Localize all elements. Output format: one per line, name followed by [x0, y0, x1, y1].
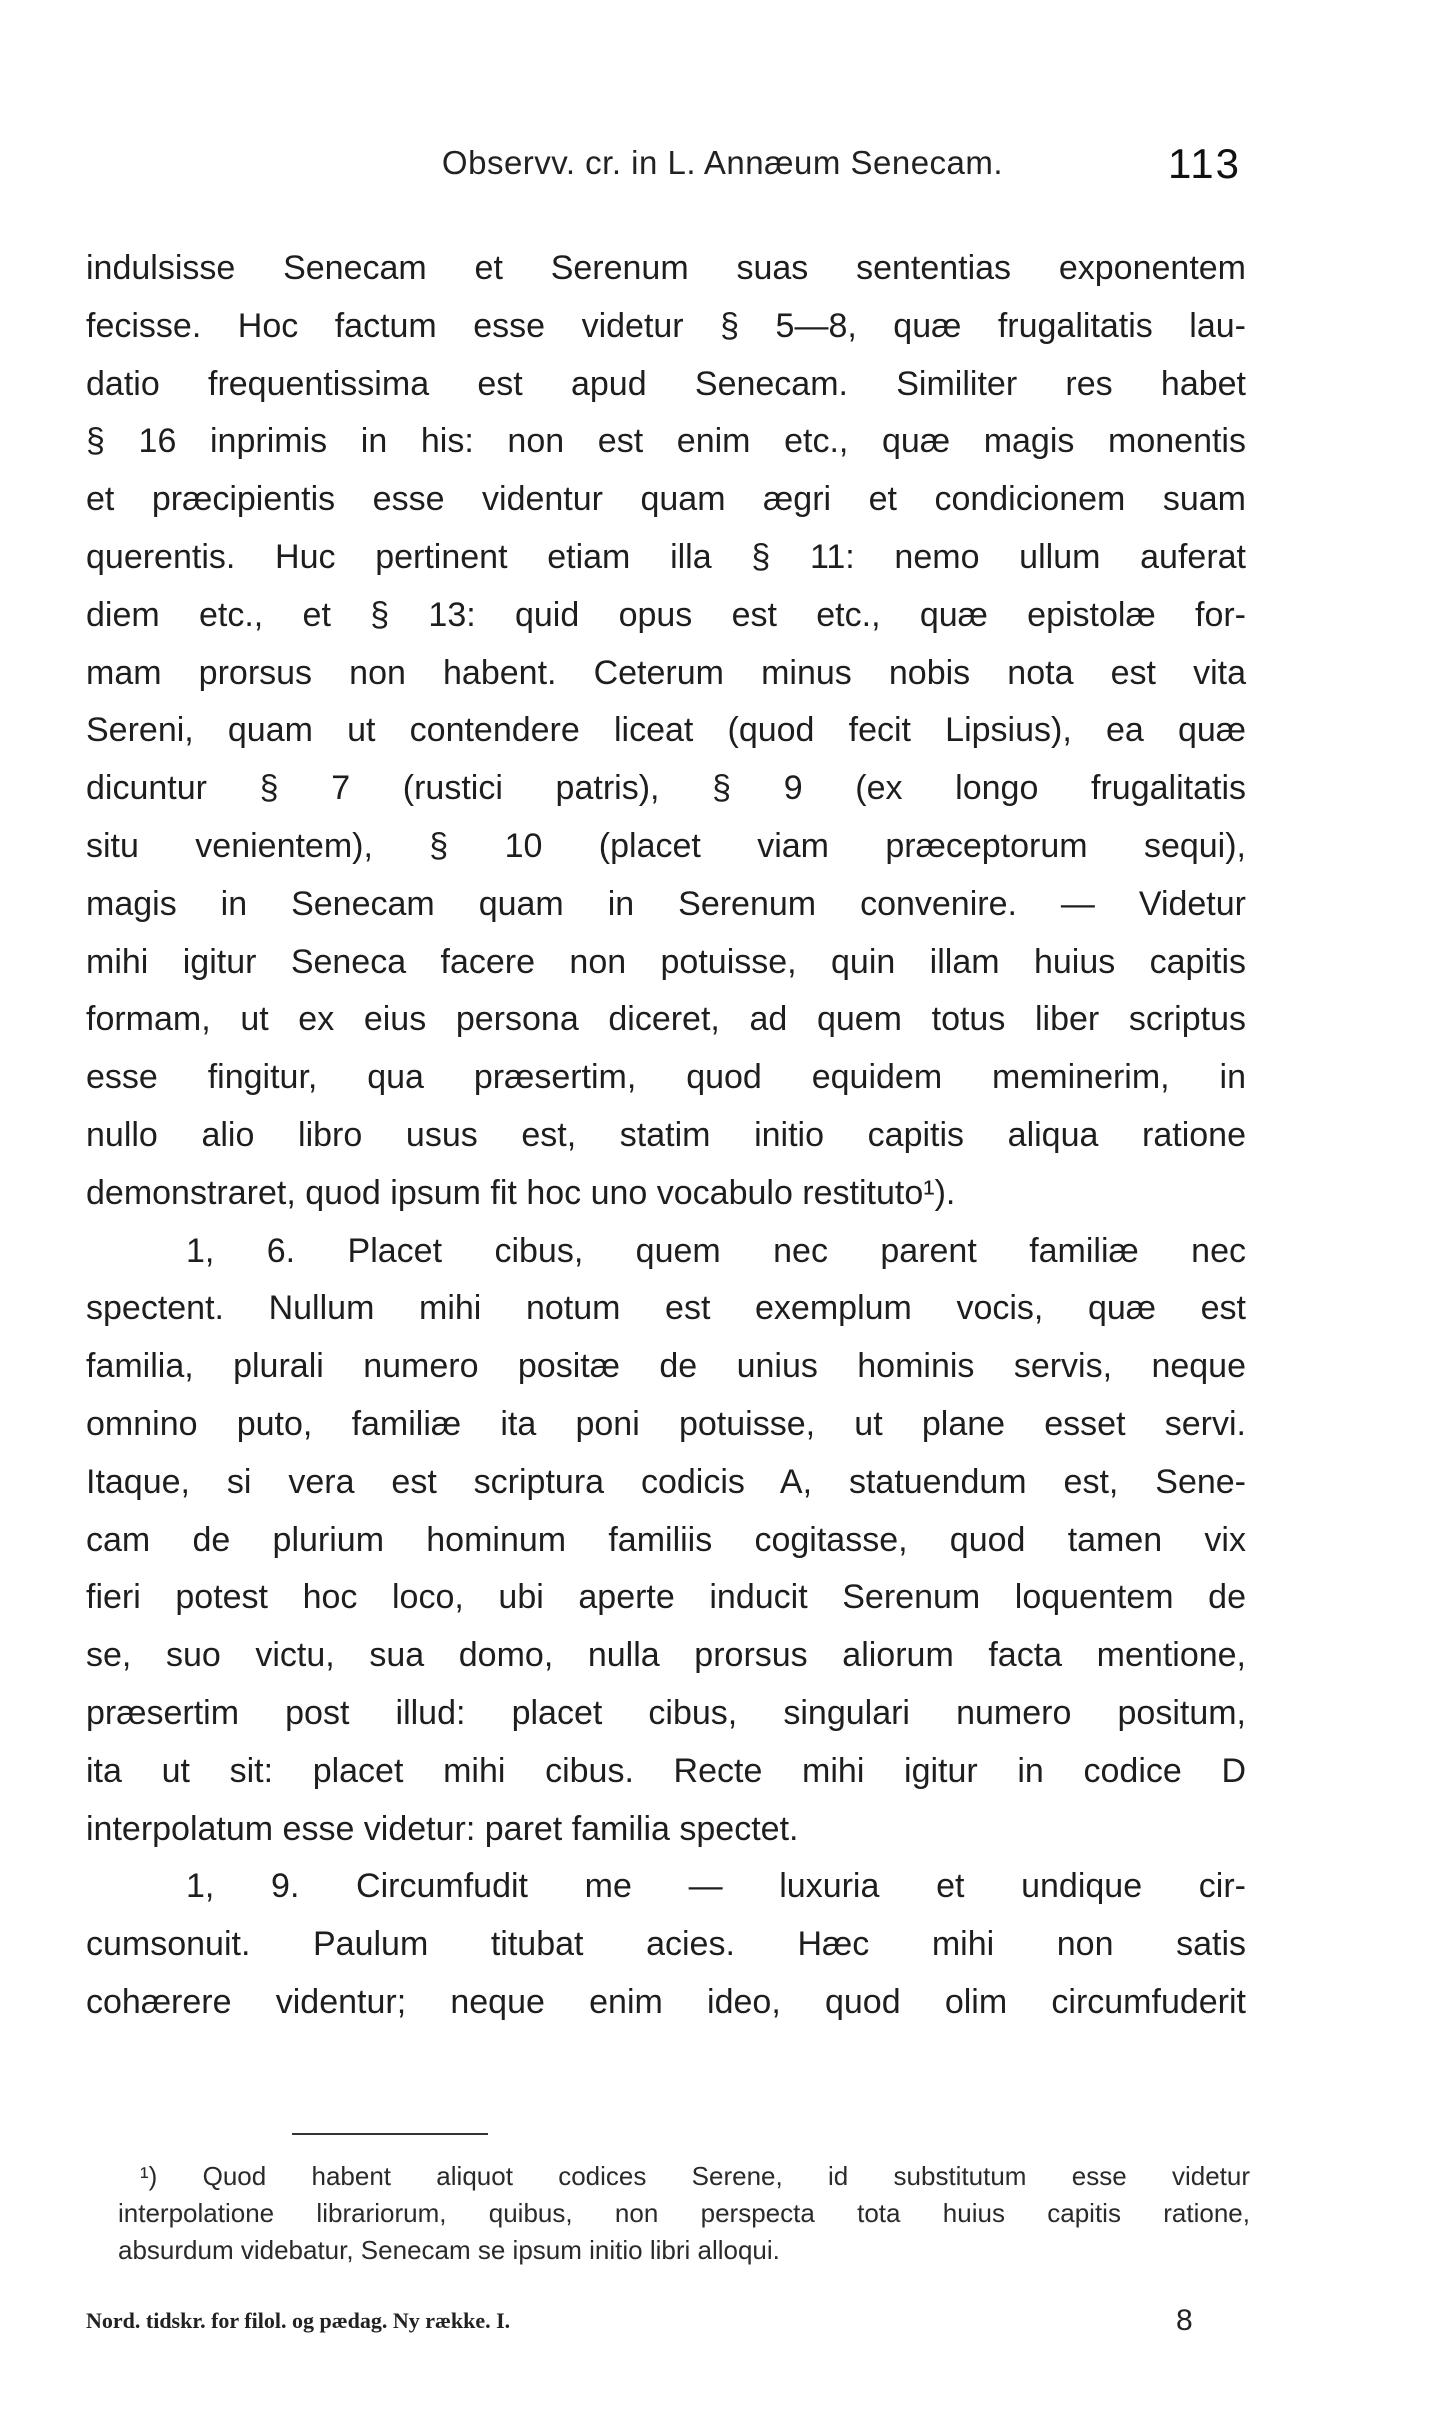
text-line: 1, 9. Circumfudit me — luxuria et undique cir-	[186, 1867, 1246, 1906]
text-line: fieri potest hoc loco, ubi aperte inducit Serenum loquentem de	[86, 1578, 1246, 1617]
text-line: se, suo victu, sua domo, nulla prorsus aliorum facta mentione,	[86, 1636, 1246, 1675]
text-line: interpolatum esse videtur: paret familia spectet.	[86, 1809, 799, 1848]
text-line: formam, ut ex eius persona diceret, ad quem totus liber scriptus	[86, 1000, 1246, 1039]
text-line: esse fingitur, qua præsertim, quod equidem meminerim, in	[86, 1058, 1246, 1097]
signature-line: Nord. tidskr. for filol. og pædag. Ny række. I.	[86, 2308, 511, 2333]
page-header	[0, 140, 1445, 190]
text-line: cam de plurium hominum familiis cogitasse, quod tamen vix	[86, 1520, 1246, 1559]
text-line: spectent. Nullum mihi notum est exemplum vocis, quæ est	[86, 1289, 1246, 1328]
text-line: Itaque, si vera est scriptura codicis A, statuendum est, Sene-	[86, 1462, 1246, 1501]
text-line: nullo alio libro usus est, statim initio capitis aliqua ratione	[86, 1115, 1246, 1154]
text-line: querentis. Huc pertinent etiam illa § 11: nemo ullum auferat	[86, 537, 1246, 576]
text-line: cohærere videntur; neque enim ideo, quod olim circumfuderit	[86, 1982, 1246, 2021]
text-line: indulsisse Senecam et Serenum suas sententias exponentem	[86, 249, 1246, 287]
text-line: et præcipientis esse videntur quam ægri et condicionem suam	[86, 480, 1246, 519]
footnote-line: ¹) Quod habent aliquot codices Serene, id substitutum esse videtur	[140, 2161, 1250, 2191]
footnote	[118, 2158, 1250, 2269]
text-line: fecisse. Hoc factum esse videtur § 5—8, quæ frugalitatis lau-	[86, 306, 1246, 345]
text-line: situ venientem), § 10 (placet viam præceptorum sequi),	[86, 826, 1246, 865]
text-line: Sereni, quam ut contendere liceat (quod fecit Lipsius), ea quæ	[86, 711, 1246, 750]
text-line: cumsonuit. Paulum titubat acies. Hæc mihi non satis	[86, 1925, 1246, 1964]
footnote-divider	[292, 2133, 488, 2135]
text-line: diem etc., et § 13: quid opus est etc., quæ epistolæ for-	[86, 595, 1246, 634]
footnote-line: absurdum videbatur, Senecam se ipsum initio libri alloqui.	[118, 2235, 780, 2265]
text-line: magis in Senecam quam in Serenum convenire. — Videtur	[86, 884, 1246, 923]
text-line: § 16 inprimis in his: non est enim etc., quæ magis monentis	[86, 422, 1246, 461]
printer-signature	[86, 2304, 1246, 2348]
text-line: præsertim post illud: placet cibus, singulari numero positum,	[86, 1693, 1246, 1732]
text-line: demonstraret, quod ipsum fit hoc uno vocabulo restituto¹).	[86, 1173, 956, 1212]
page-number: 113	[1168, 140, 1241, 187]
text-line: 1, 6. Placet cibus, quem nec parent familiæ nec	[186, 1231, 1246, 1270]
text-line: ita ut sit: placet mihi cibus. Recte mihi igitur in codice D	[86, 1751, 1246, 1790]
text-line: dicuntur § 7 (rustici patris), § 9 (ex longo frugalitatis	[86, 769, 1246, 808]
main-text	[86, 240, 1246, 2032]
text-line: omnino puto, familiæ ita poni potuisse, ut plane esset servi.	[86, 1404, 1246, 1443]
signature-mark: 8	[1176, 2304, 1193, 2337]
running-head: Observv. cr. in L. Annæum Senecam.	[441, 144, 1004, 181]
text-line: datio frequentissima est apud Senecam. Similiter res habet	[86, 364, 1246, 403]
text-line: familia, plurali numero positæ de unius hominis servis, neque	[86, 1347, 1246, 1386]
footnote-line: interpolatione librariorum, quibus, non perspecta tota huius capitis ratione,	[118, 2198, 1250, 2228]
text-line: mihi igitur Seneca facere non potuisse, quin illam huius capitis	[86, 942, 1246, 981]
text-line: mam prorsus non habent. Ceterum minus nobis nota est vita	[86, 653, 1246, 692]
